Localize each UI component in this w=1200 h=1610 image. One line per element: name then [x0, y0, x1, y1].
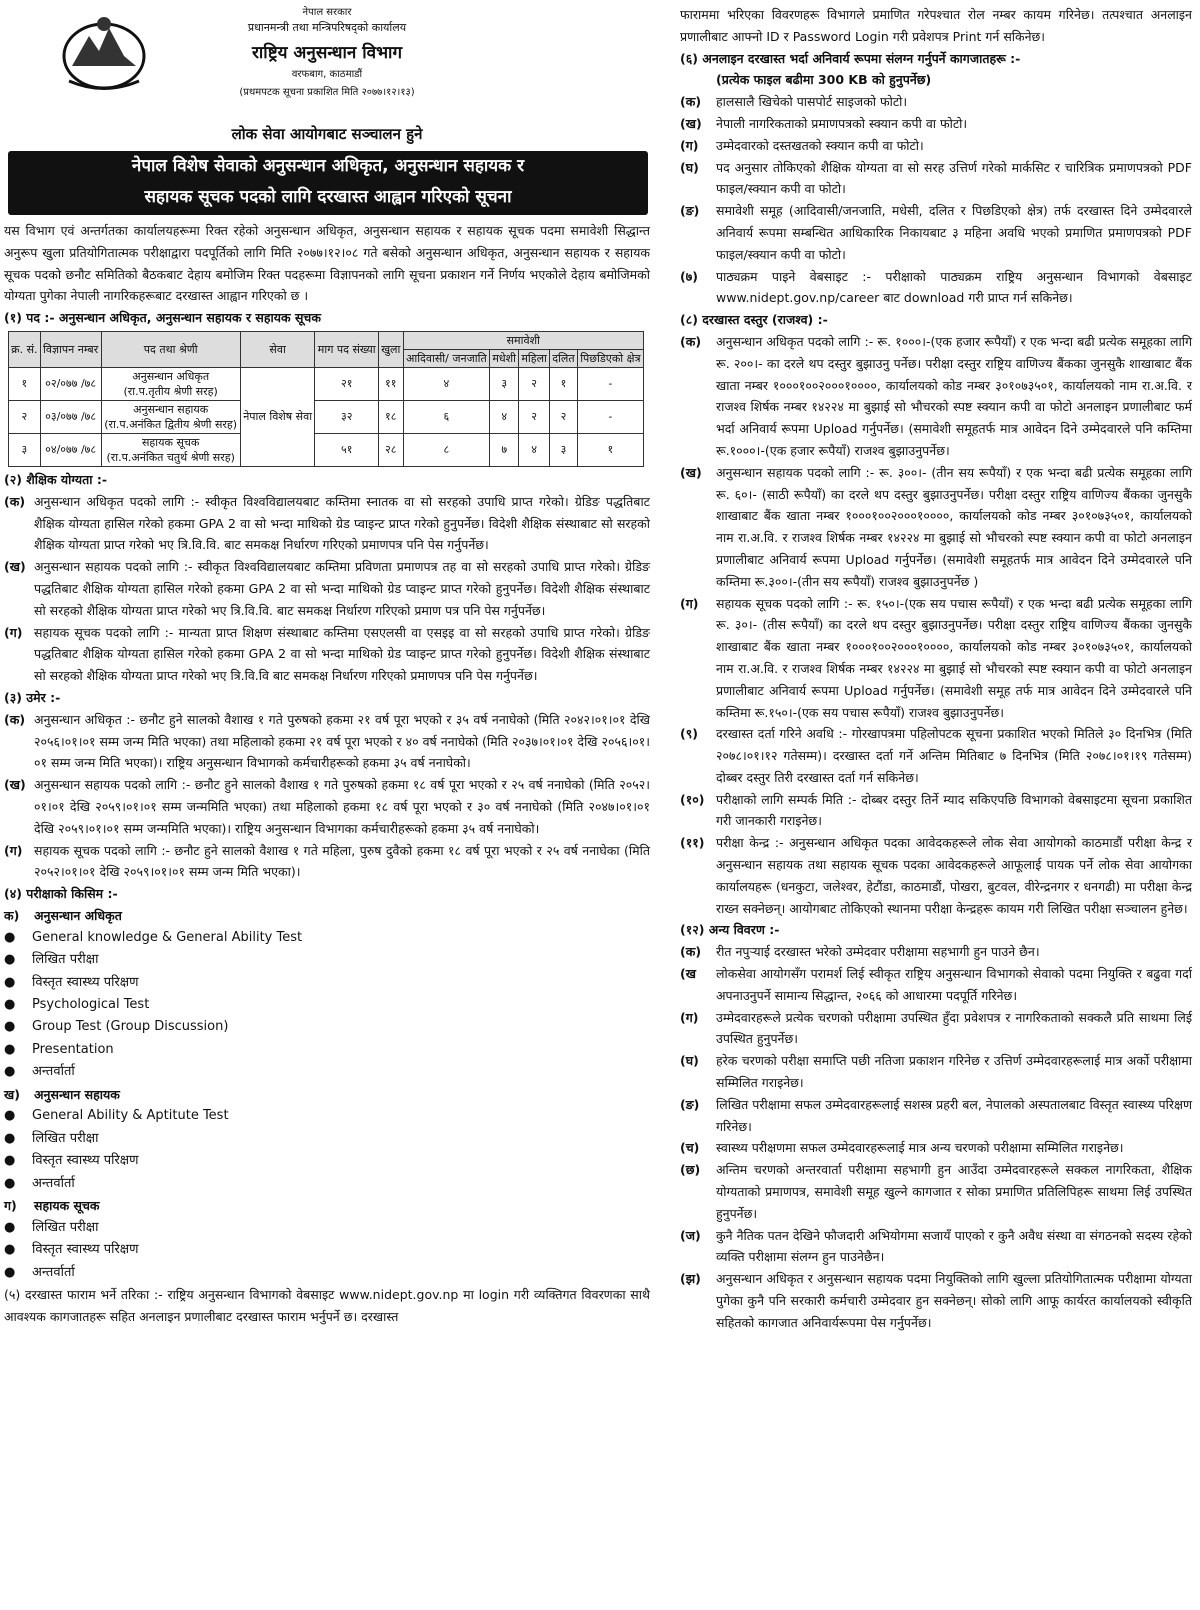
other-detail-text: हरेक चरणको परीक्षा समाप्ति पछी नतिजा प्रकाशन गरिनेछ र उत्तिर्ण उम्मेदवारहरूलाई मात्र अर्को परीक्षामा सम्मिलित गराइनेछ। [716, 1053, 1192, 1091]
section-11-text: परीक्षा केन्द्र :- अनुसन्धान अधिकृत पदका आवेदकहरूले लोक सेवा आयोगको काठमाडौं परीक्षा केन्द्र र अनुसन्धान सहायक तथा सहायक सूचक पदका आवेदकहरूले आफूलाई पायक पर्ने लोक सेवा आयोगका कार्यालयहरू (धनकुटा, जलेश्वर, हेटौंडा, काठमाडौं, पोखरा, बुटवल, वीरेन्द्रनगर र धनगढी) मा परीक्षा केन्द्र राख्न सक्नेछन्। आयोगबाट तोकिएको स्थानमा परीक्षा केन्द्रहरू कायम गरी लिखित परीक्षा सञ्चालन हुनेछ। [716, 835, 1192, 916]
education-text: अनुसन्धान सहायक पदको लागि :- स्वीकृत विश्वविद्यालयबाट कम्तिमा प्रविणता प्रमाणपत्र तह वा सो सरहको उपाधि प्राप्त गरेको। ग्रेडिङ पद्धतिबाट शैक्षिक योग्यता हासिल गरेको हकमा GPA 2 वा सो भन्दा माथिको ग्रेड प्वाइन्ट प्राप्त गरेको हुनुपर्नेछ। विदेशी शैक्षिक संस्थाबाट सो सरहको शैक्षिक योग्यता प्राप्त गरेको भए त्रि.वि.वि. बाट समकक्ष निर्धारण गरिएको प्रमाण पत्र पनि पेस गर्नुपर्नेछ। [34, 559, 650, 618]
bullet-icon: ● [4, 1242, 16, 1258]
cell-demand: २१ [315, 367, 378, 400]
cell-sn: २ [9, 400, 41, 433]
exam-item-text: Group Test (Group Discussion) [32, 1019, 229, 1035]
exam-item [4, 972, 650, 994]
other-detail-item [680, 1225, 1192, 1269]
exam-item-text: General knowledge & General Ability Test [32, 929, 303, 945]
exam-group-heading [4, 905, 650, 927]
age-key: (क) [4, 711, 26, 727]
section-11-key: (११) [680, 835, 705, 851]
exam-item [4, 1262, 650, 1284]
th-dalit: दलित [550, 349, 578, 367]
document-text: हालसालै खिचेको पासपोर्ट साइजको फोटो। [716, 94, 908, 110]
exam-group-heading [4, 1084, 650, 1106]
bullet-icon: ● [4, 1064, 16, 1080]
exam-item [4, 1239, 650, 1261]
exam-item-text: Presentation [32, 1041, 114, 1057]
cell-adivasi: ६ [403, 400, 490, 433]
age-text: अनुसन्धान अधिकृत :- छनौट हुने सालको वैशाख १ गते पुरुषको हकमा २१ वर्ष पूरा भएको र ३५ वर्ष ननाघेको (मिति २०४२।०१।०१ देखि २०५६।०१।०१ सम्म जन्म मिति भएका) तथा महिलाको हकमा २१ वर्ष पूरा भएको र ४० वर्ष ननाघेको (मिति २०३७।०१।०१ देखि २०५६।०१।०१ सम्म जन्म मिति भएका)। राष्ट्रिय अनुसन्धान विभागको कर्मचारीहरूको हकमा ३५ वर्ष ननाघेको। [34, 711, 650, 771]
cell-demand: ५१ [315, 433, 378, 466]
exam-item [4, 1016, 650, 1038]
cell-mahila: ४ [519, 433, 550, 466]
cell-demand: ३२ [315, 400, 378, 433]
age-item [4, 709, 650, 774]
exam-group-key: क) [4, 907, 20, 923]
post-level: (रा.प.तृतीय श्रेणी सरह) [123, 384, 218, 398]
document-text: पद अनुसार तोकिएको शैक्षिक योग्यता वा सो सरह उत्तिर्ण गरेको मार्कसिट र चारित्रिक प्रमाणपत्रको PDF फाइल/स्क्यान कपी वा फोटो। [716, 159, 1192, 197]
other-detail-key: (क) [680, 944, 702, 960]
exam-item [4, 1128, 650, 1150]
cell-adv: ०४/०७७ /७८ [40, 433, 101, 466]
section-2-heading: (२) शैक्षिक योग्यता :- [4, 471, 108, 487]
th-post: पद तथा श्रेणी [101, 331, 240, 367]
other-detail-key: (ख [680, 966, 696, 982]
age-item [4, 840, 650, 884]
exam-item-text: अन्तर्वार्ता [32, 1175, 75, 1191]
age-key: (ग) [4, 842, 23, 858]
other-detail-text: कुनै नैतिक पतन देखिने फौजदारी अभियोगमा सजायँ पाएको र कुनै अवैध संस्था वा संगठनको सदस्य रहेको व्यक्ति परीक्षामा संलग्न हुन पाउनेछैन। [716, 1227, 1192, 1265]
other-detail-item [680, 963, 1192, 1007]
exam-item-text: लिखित परीक्षा [32, 1130, 99, 1146]
cell-madhesi: ७ [490, 433, 519, 466]
exam-item-text: अन्तर्वार्ता [32, 1064, 75, 1080]
document-item [680, 135, 1192, 157]
other-detail-key: (झ) [680, 1271, 701, 1287]
th-pichhadiyeko: पिछडिएको क्षेत्र [577, 349, 643, 367]
table-row [9, 367, 644, 400]
fee-text: अनुसन्धान सहायक पदको लागि :- रू. ३००।- (तीन सय रूपैयाँ) र एक भन्दा बढी प्रत्येक समूहका लागि रू. ६०।- (साठी रूपैयाँ) का दरले थप दस्तुर बुझाउनुपर्नेछ। परीक्षा दस्तुर राष्ट्रिय वाणिज्य बैंकका जुनसुकै शाखाबाट बैंक खाता नम्बर १०००१००२०००१००००, कार्यालयको कोड नम्बर ३०१०७३५०१, कार्यालयको नाम रा.अ.वि. र राजश्व शिर्षक नम्बर १४२२४ मा बुझाई सो भौचरको स्पष्ट स्क्यान कपी वा फोटो अनलाइन प्रणालीबाट अनिवार्य रूपमा Upload गर्नुपर्नेछ। (समावेशी समूहतर्फ मात्र आवेदन दिने उम्मेदवारले पनि कम्तिमा रू.३००।-(तीन सय रूपैयाँ) राजश्व बुझाउनुपर्नेछ ) [716, 464, 1192, 589]
section-9-text: दरखास्त दर्ता गरिने अवधि :- गोरखापत्रमा पहिलोपटक सूचना प्रकाशित भएको मितिले ३० दिनभित्र (मिति २०७८।०१।१२ गतेसम्म)। दरखास्त दर्ता गर्ने अन्तिम मितिबाट ७ दिनभित्र (मिति २०७८।०१।१९ गतेसम्म) दोब्बर दस्तुर तिरी दरखास्त दर्ता गर्न सकिनेछ। [716, 726, 1192, 785]
exam-item-text: General Ability & Aptitute Test [32, 1108, 229, 1124]
left-body [4, 220, 650, 1328]
bullet-icon: ● [4, 1041, 16, 1057]
bullet-icon: ● [4, 1130, 16, 1146]
bullet-icon: ● [4, 929, 16, 945]
cell-post [101, 433, 240, 466]
th-service: सेवा [240, 331, 315, 367]
other-detail-item [680, 1007, 1192, 1051]
fee-key: (क) [680, 333, 702, 349]
cell-mahila: २ [519, 400, 550, 433]
other-detail-key: (छ) [680, 1162, 701, 1178]
section-7 [680, 266, 1192, 310]
fee-text: सहायक सूचक पदको लागि :- रू. १५०।-(एक सय पचास रूपैयाँ) र एक भन्दा बढी प्रत्येक समूहका लागि रू. ३०।- (तीस रूपैयाँ) का दरले थप दस्तुर बुझाउनुपर्नेछ। परीक्षा दस्तुर राष्ट्रिय वाणिज्य बैंकका जुनसुकै शाखाबाट बैंक खाता नम्बर १०००१००२०००१००००, कार्यालयको कोड नम्बर ३०१०७३५०१, कार्यालयको नाम रा.अ.वि. र राजश्व शिर्षक नम्बर १४२२४ मा बुझाई सो भौचरको स्पष्ट स्क्यान कपी वा फोटो अनलाइन प्रणालीबाट अनिवार्य रूपमा Upload गर्नुपर्नेछ। (समावेशी समूह तर्फ मात्र आवेदन दिने उम्मेदवारले पनि कम्तिमा रू.१५०।-(एक सय पचास रूपैयाँ) राजश्व बुझाउनुपर्नेछ। [716, 595, 1192, 720]
cell-pichhadiyeko: - [577, 400, 643, 433]
exam-item [4, 1105, 650, 1127]
cell-dalit: १ [550, 367, 578, 400]
bullet-icon: ● [4, 996, 16, 1012]
notice-header [4, 0, 650, 120]
other-detail-item [680, 941, 1192, 963]
cell-open: ११ [378, 367, 403, 400]
table-row [9, 400, 644, 433]
fee-item [680, 593, 1192, 724]
publish-date: (प्रथमपटक सूचना प्रकाशित मिति २०७७।१२।१३) [239, 87, 415, 98]
other-detail-text: स्वास्थ्य परीक्षणमा सफल उम्मेदवारहरूलाई मात्र अन्य चरणको परीक्षामा सम्मिलित गराइनेछ। [716, 1140, 1124, 1156]
other-detail-key: (ग) [680, 1009, 699, 1025]
bullet-icon: ● [4, 1219, 16, 1235]
post-level: (रा.प.अनंकित चतुर्थ श्रेणी सरह) [106, 450, 235, 464]
exam-group-key: ग) [4, 1197, 17, 1213]
exam-item [4, 1217, 650, 1239]
subtitle: लोक सेवा आयोगबाट सञ्चालन हुने [231, 125, 423, 143]
education-item [4, 491, 650, 556]
other-detail-text: अन्तिम चरणको अन्तरवार्ता परीक्षामा सहभागी हुन आउँदा उम्मेदवारहरूले सक्कल नागरिकता, शैक्षिक योग्यताको प्रमाणपत्र, समावेशी समूह खुल्ने कागजात र सोका प्रमाणित प्रतिलिपिहरू साथमा लिई उपस्थित हुनुपर्नेछ। [716, 1162, 1192, 1221]
post-level: (रा.प.अनंकित द्वितीय श्रेणी सरह) [104, 417, 238, 431]
exam-type-list [4, 905, 650, 1284]
exam-item-text: Psychological Test [32, 996, 150, 1012]
th-demand: माग पद संख्या [315, 331, 378, 367]
document-item [680, 91, 1192, 113]
other-detail-item [680, 1159, 1192, 1224]
bullet-icon: ● [4, 974, 16, 990]
exam-item-text: लिखित परीक्षा [32, 952, 99, 968]
exam-item [4, 1173, 650, 1195]
document-key: (क) [680, 94, 702, 110]
bullet-icon: ● [4, 1175, 16, 1191]
other-detail-text: अनुसन्धान अधिकृत र अनुसन्धान सहायक पदमा नियुक्तिको लागि खुल्ला प्रतियोगितात्मक परीक्षामा योग्यता पुगेका कुनै पनि सरकारी कर्मचारी उम्मेदवार हुन सक्नेछन्। सोको लागि आफू कार्यरत कार्यालयको स्वीकृति सहितको कागजात अनिवार्यरूपमा पेस गर्नुपर्नेछ। [716, 1271, 1192, 1330]
exam-group-heading [4, 1195, 650, 1217]
exam-group-title: अनुसन्धान अधिकृत [34, 907, 122, 923]
cell-madhesi: ३ [490, 367, 519, 400]
th-adv: विज्ञापन नम्बर [40, 331, 101, 367]
fee-key: (ग) [680, 595, 699, 611]
other-detail-item [680, 1268, 1192, 1333]
other-detail-key: (ज) [680, 1227, 701, 1243]
document-key: (ङ) [680, 203, 700, 219]
cell-open: २८ [378, 433, 403, 466]
other-detail-item [680, 1137, 1192, 1159]
education-key: (क) [4, 493, 26, 509]
exam-item [4, 927, 650, 949]
section-10 [680, 789, 1192, 833]
cell-adivasi: ४ [403, 367, 490, 400]
section-12-heading: (१२) अन्य विवरण :- [680, 922, 780, 938]
section-10-key: (१०) [680, 791, 705, 807]
exam-item-text: विस्तृत स्वास्थ्य परिक्षण [32, 1153, 139, 1169]
notice-title-banner [8, 151, 648, 215]
other-detail-text: रीत नपुऱ्याई दरखास्त भरेको उम्मेदवार परीक्षामा सहभागी हुन पाउने छैन। [716, 944, 1040, 960]
fee-key: (ख) [680, 464, 702, 480]
age-key: (ख) [4, 777, 26, 793]
document-text: नेपाली नागरिकताको प्रमाणपत्रको स्क्यान कपी वा फोटो। [716, 115, 968, 131]
cell-madhesi: ४ [490, 400, 519, 433]
fee-item [680, 462, 1192, 593]
education-text: अनुसन्धान अधिकृत पदको लागि :- स्वीकृत विश्वविद्यालयबाट कम्तिमा स्नातक वा सो सरहको उपाधि प्राप्त गरेको। ग्रेडिङ पद्धतिबाट शैक्षिक योग्यता हासिल गरेको हकमा GPA 2 वा सो भन्दा माथिको ग्रेड प्वाइन्ट प्राप्त गरेको हुनुपर्नेछ। विदेशी शैक्षिक संस्थाबाट सो सरहको शैक्षिक योग्यता प्राप्त गरेको भए त्रि.वि.वि. बाट समकक्ष निर्धारण गरिएको प्रमाणपत्र पनि पेस गर्नुपर्नेछ। [34, 493, 650, 553]
th-sn: क्र. सं. [9, 331, 41, 367]
age-text: सहायक सूचक पदको लागि :- छनौट हुने सालको वैशाख १ गते महिला, पुरुष दुवैको हकमा १८ वर्ष पूरा भएको र २५ वर्ष ननाघेका (मिति २०५२।०१।०१ देखि २०५९।०१।०१ सम्म जन्म मिति भएका)। [34, 842, 650, 880]
document-item [680, 113, 1192, 135]
header-line-2: प्रधानमन्त्री तथा मन्त्रिपरिषद्को कार्यालय [247, 21, 407, 34]
other-detail-text: उम्मेदवारहरूले प्रत्येक चरणको परीक्षामा उपस्थित हुँदा प्रवेशपत्र र नागरिकताको सक्कलै प्रति साथमा लिई उपस्थित हुनुपर्नेछ। [716, 1009, 1192, 1047]
vacancy-table [8, 331, 644, 467]
exam-item [4, 949, 650, 971]
exam-item [4, 994, 650, 1016]
education-text: सहायक सूचक पदको लागि :- मान्यता प्राप्त शिक्षण संस्थाबाट कम्तिमा एसएलसी वा एसइइ वा सो सरहको उपाधि प्राप्त गरेको। ग्रेडिङ पद्धतिबाट शैक्षिक योग्यता हासिल गरेको हकमा GPA 2 वा सो भन्दा माथिको ग्रेड प्वाइन्ट प्राप्त गरेको हुनुपर्नेछ। विदेशी शैक्षिक संस्थाबाट सो सरहको शैक्षिक योग्यता प्राप्त गरेको भए त्रि.वि.वि बाट समकक्ष निर्धारण गरिएको प्रमाणपत्र पनि पेस गर्नुपर्नेछ। [34, 624, 650, 684]
banner-line-1: नेपाल विशेष सेवाको अनुसन्धान अधिकृत, अनुसन्धान सहायक र [131, 156, 525, 176]
exam-item [4, 1150, 650, 1172]
cell-adv: ०३/०७७ /७८ [40, 400, 101, 433]
post-name: अनुसन्धान अधिकृत [132, 369, 210, 383]
exam-group-title: अनुसन्धान सहायक [34, 1086, 120, 1102]
cell-adv: ०२/०७७ /७८ [40, 367, 101, 400]
age-text: अनुसन्धान सहायक पदको लागि :- छनौट हुने सालको वैशाख १ गते पुरुषको हकमा १८ वर्ष पूरा भएको र २५ वर्ष ननाघेको (मिति २०५२।०१।०१ देखि २०५९।०१।०१ सम्म जन्ममिति भएका) तथा महिलाको हकमा १८ वर्ष पूरा भएको र ३० वर्ष ननाघेको (मिति २०४७।०१।०१ देखि २०५९।०१।०१ सम्म जन्ममिति भएका)। राष्ट्रिय अनुसन्धान विभागका कर्मचारीहरूको हकमा ३५ वर्ष ननाघेको। [34, 777, 650, 836]
education-key: (ग) [4, 624, 23, 640]
section-11 [680, 832, 1192, 919]
cell-dalit: २ [550, 400, 578, 433]
other-detail-item [680, 1050, 1192, 1094]
cell-sn: ३ [9, 433, 41, 466]
cell-sn: १ [9, 367, 41, 400]
fee-text: अनुसन्धान अधिकृत पदको लागि :- रू. १०००।-(एक हजार रूपैयाँ) र एक भन्दा बढी प्रत्येक समूहका लागि रू. २००।- का दरले थप दस्तुर बुझाउनु पर्नेछ। परीक्षा दस्तुर राष्ट्रिय वाणिज्य बैंकका जुनसुकै शाखाबाट बैंक खाता नम्बर १०००१००२०००१००००, कार्यालयको कोड नम्बर ३०१०७३५०१, कार्यालयको नाम रा.अ.वि. र राजश्व शिर्षक नम्बर १४२२४ मा बुझाई सो भौचरको स्पष्ट स्क्यान कपी वा फोटो अनलाइन प्रणालीबाट फर्म भर्दा अनिवार्य रूपमा Upload गर्नुपर्नेछ। (समावेशी समूहतर्फ मात्र आवेदन दिने उम्मेदवारले पनि कम्तिमा रू.१०००।-(एक हजार रूपैयाँ) राजश्व बुझाउनुपर्नेछ। [716, 333, 1192, 458]
th-mahila: महिला [519, 349, 550, 367]
continued-paragraph: फाराममा भरिएका विवरणहरू विभागले प्रमाणित गरेपश्चात रोल नम्बर कायम गरिनेछ। तत्पश्चात अनलाइन प्रणालीबाट आफ्नो ID र Password Login गरी प्रवेशपत्र Print गर्न सकिनेछ। [680, 7, 1192, 44]
fee-item [680, 331, 1192, 462]
cell-pichhadiyeko: - [577, 367, 643, 400]
bullet-icon: ● [4, 1264, 16, 1280]
cell-mahila: २ [519, 367, 550, 400]
department-name: राष्ट्रिय अनुसन्धान विभाग [251, 43, 403, 63]
section-3-heading: (३) उमेर :- [4, 689, 61, 705]
exam-group-title: सहायक सूचक [34, 1197, 100, 1213]
section-9-key: (९) [680, 726, 698, 742]
document-item [680, 200, 1192, 265]
age-item [4, 774, 650, 839]
age-list [4, 709, 650, 883]
banner-line-2: सहायक सूचक पदको लागि दरखास्त आह्वान गरिएको सूचना [144, 187, 512, 207]
exam-item-text: लिखित परीक्षा [32, 1219, 99, 1235]
cell-post [101, 367, 240, 400]
exam-item-text: अन्तर्वार्ता [32, 1264, 75, 1280]
post-name: सहायक सूचक [142, 435, 200, 449]
bullet-icon: ● [4, 952, 16, 968]
document-key: (ख) [680, 115, 702, 131]
intro-paragraph: यस विभाग एवं अन्तर्गतका कार्यालयहरूमा रिक्त रहेको अनुसन्धान अधिकृत, अनुसन्धान सहायक र सहायक सूचक पदमा समावेशी सिद्धान्त अनुरूप खुला प्रतियोगितात्मक परीक्षाद्वारा पदपूर्तिको लागि मिति २०७७।१२।०८ गते बसेको अनुसन्धान अधिकृत, अनुसन्धान सहायक र सहायक सूचक पदको छनौट समितिको बैठकबाट देहाय बमोजिम रिक्त पदहरूमा विज्ञापनको लागि सूचना प्रकाशन गर्ने निर्णय भएकोले देहाय बमोजिमको योग्यता पुगेका नेपाली नागरिकहरूबाट दरखास्त आह्वान गरिएको छ । [4, 223, 650, 304]
th-adivasi: आदिवासी/ जनजाति [403, 349, 490, 367]
education-list [4, 491, 650, 687]
other-detail-text: लिखित परीक्षामा सफल उम्मेदवारहरूलाई सशस्त्र प्रहरी बल, नेपालको अस्पतालबाट विस्तृत स्वास्थ्य परिक्षण गरिनेछ। [716, 1096, 1192, 1134]
section-1-heading: (१) पद :- अनुसन्धान अधिकृत, अनुसन्धान सहायक र सहायक सूचक [4, 310, 321, 326]
fees-list [680, 331, 1192, 723]
cell-adivasi: ८ [403, 433, 490, 466]
documents-list [680, 91, 1192, 265]
th-inclusive: समावेशी [403, 331, 644, 349]
document-text: उम्मेदवारको दस्तखतको स्क्यान कपी वा फोटो। [716, 137, 924, 153]
document-key: (घ) [680, 159, 699, 175]
header-line-1: नेपाल सरकार [302, 7, 352, 18]
section-5-paragraph: (५) दरखास्त फाराम भर्ने तरिका :- राष्ट्रिय अनुसन्धान विभागको वेबसाइट www.nidept.gov.np मा login गरी व्यक्तिगत विवरणका साथै आवश्यक कागजातहरू सहित अनलाइन प्रणालीबाट दरखास्त फाराम भर्नुपर्ने छ। दरखास्त [4, 1287, 650, 1324]
other-detail-key: (घ) [680, 1053, 699, 1069]
exam-item [4, 1061, 650, 1083]
other-detail-item [680, 1094, 1192, 1138]
section-9 [680, 723, 1192, 788]
th-madhesi: मधेशी [490, 349, 519, 367]
section-7-text: पाठ्यक्रम पाइने वेबसाइट :- परीक्षाको पाठ्यक्रम राष्ट्रिय अनुसन्धान विभागको वेबसाइट www.nidept.gov.np/career बाट download गरी प्राप्त गर्न सकिनेछ। [716, 268, 1192, 306]
cell-service: नेपाल विशेष सेवा [240, 367, 315, 466]
th-open: खुला [378, 331, 403, 367]
section-4-heading: (४) परीक्षाको किसिम :- [4, 886, 118, 902]
document-text: समावेशी समूह (आदिवासी/जनजाति, मधेसी, दलित र पिछडिएको क्षेत्र) तर्फ दरखास्त दिने उम्मेदवारले अनिवार्य रूपमा सम्बन्धित आधिकारिक निकायबाट ३ महिना अवधि भएको प्रमाणित प्रमाणपत्रको PDF फाइल/स्क्यान कपी वा फोटो। [716, 203, 1192, 262]
education-key: (ख) [4, 559, 26, 575]
table-row [9, 433, 644, 466]
other-detail-key: (ङ) [680, 1096, 700, 1112]
section-8-heading: (८) दरखास्त दस्तुर (राजश्व) :- [680, 312, 828, 328]
post-name: अनुसन्धान सहायक [133, 402, 209, 416]
section-10-text: परीक्षाको लागि सम्पर्क मिति :- दोब्बर दस्तुर तिर्ने म्याद सकिएपछि विभागको वेबसाइटमा सूचना प्रकाशित गरी जानकारी गराइनेछ। [716, 791, 1192, 829]
other-detail-text: लोकसेवा आयोगसँग परामर्श लिई स्वीकृत राष्ट्रिय अनुसन्धान विभागको सेवाको पदमा नियुक्ति र बढुवा गर्दा अपनाउनुपर्ने सामान्य सिद्धान्त, २०६६ को आधारमा पदपूर्ति गरिनेछ। [716, 966, 1192, 1003]
other-detail-key: (च) [680, 1140, 700, 1156]
bullet-icon: ● [4, 1153, 16, 1169]
exam-group-key: ख) [4, 1086, 20, 1102]
other-details-list [680, 941, 1192, 1333]
education-item [4, 556, 650, 621]
header-address: वरफबाग, काठमाडौं [291, 69, 363, 80]
section-7-key: (७) [680, 268, 698, 284]
left-column [4, 0, 650, 1324]
cell-open: १८ [378, 400, 403, 433]
bullet-icon: ● [4, 1019, 16, 1035]
cell-pichhadiyeko: १ [577, 433, 643, 466]
section-6-note: (प्रत्येक फाइल बढीमा 300 KB को हुनुपर्नेछ) [716, 72, 932, 88]
cell-dalit: ३ [550, 433, 578, 466]
document-key: (ग) [680, 137, 699, 153]
exam-item [4, 1039, 650, 1061]
exam-item-text: विस्तृत स्वास्थ्य परिक्षण [32, 1242, 139, 1258]
education-item [4, 622, 650, 687]
cell-post [101, 400, 240, 433]
bullet-icon: ● [4, 1108, 16, 1124]
exam-item-text: विस्तृत स्वास्थ्य परिक्षण [32, 974, 139, 990]
section-6-heading: (६) अनलाइन दरखास्त भर्दा अनिवार्य रूपमा संलग्न गर्नुपर्ने कागजातहरू :- [680, 50, 1021, 66]
document-item [680, 157, 1192, 201]
right-body [680, 4, 1192, 1334]
